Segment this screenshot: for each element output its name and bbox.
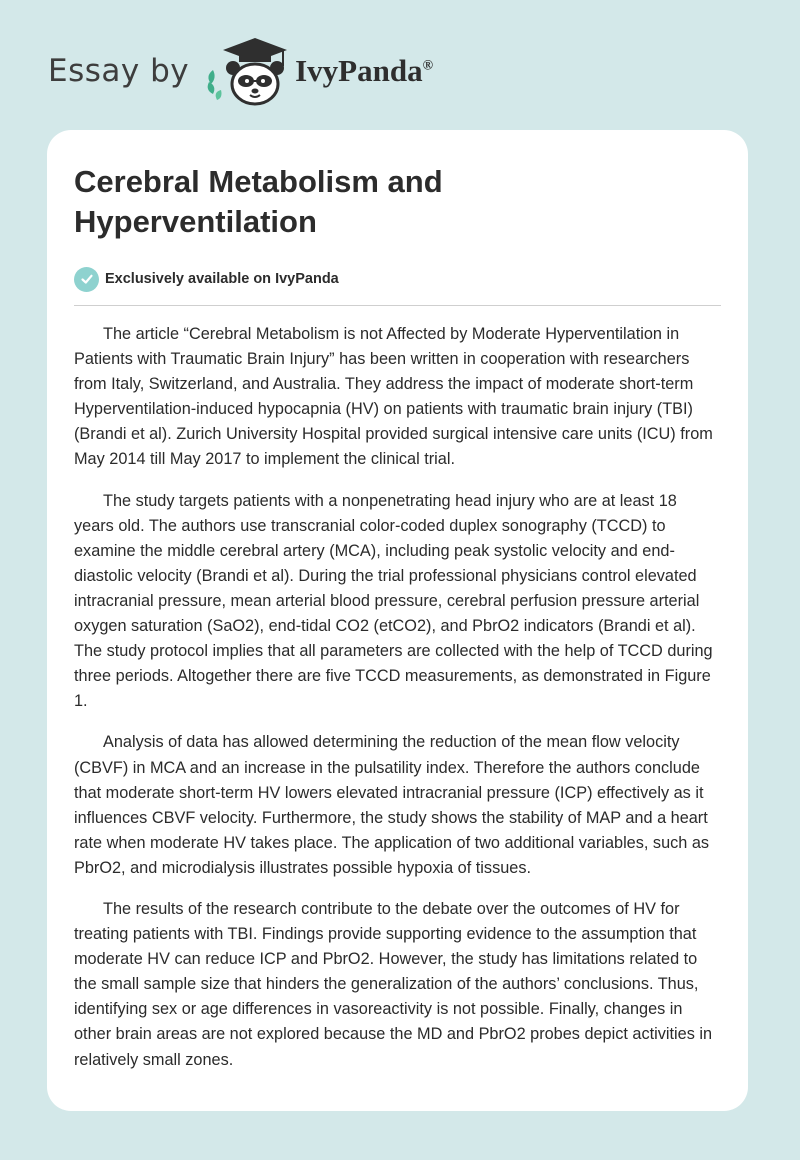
paragraph: The study targets patients with a nonpenetrating head injury who are at least 18 years old. The authors use transcranial color-coded duplex sonography (TCCD) to examine the middle cerebral artery (MCA), including peak systolic velocity and end-diastolic velocity (Brandi et al). During the trial professional physicians control elevated intracranial pressure, mean arterial blood pressure, cerebral perfusion pressure arterial oxygen saturation (SaO2), end-tidal CO2 (etCO2), and PbrO2 indicators (Brandi et al). The study protocol implies that all parameters are collected with the help of TCCD during three periods. Altogether there are five TCCD measurements, as demonstrated in Figure 1.: [74, 491, 713, 711]
divider: [74, 305, 721, 306]
page-title: Cerebral Metabolism and Hyperventilation: [74, 164, 443, 239]
paragraph: The article “Cerebral Metabolism is not Affected by Moderate Hyperventilation in Patients with Traumatic Brain Injury” has been written in cooperation with researchers from Italy, Switzerland, and Australia. They address the impact of moderate short-term Hyperventilation-induced hypocapnia (HV) on patients with traumatic brain injury (TBI) (Brandi et al). Zurich University Hospital provided surgical intensive care units (ICU) from May 2014 till May 2017 to implement the clinical trial.: [74, 325, 713, 469]
essay-body: [74, 322, 721, 1073]
panda-graduate-icon[interactable]: [203, 36, 291, 106]
paragraph: The results of the research contribute to the debate over the outcomes of HV for treating patients with TBI. Findings provide supporting evidence to the assumption that moderate HV can reduce ICP and PbrO2. However, the study has limitations related to the small sample size that hinders the generalization of the authors’ conclusions. Thus, identifying sex or age differences in vasoreactivity is not possible. Finally, changes in other brain areas are not explored because the MD and PbrO2 probes depict activities in relatively small zones.: [74, 899, 713, 1069]
site-header: [48, 36, 433, 106]
exclusive-label: Exclusively available on IvyPanda: [105, 271, 339, 287]
registered-mark: ®: [422, 58, 434, 74]
essay-by-label: Essay by: [48, 53, 190, 89]
brand-name[interactable]: IvyPanda®: [295, 53, 434, 88]
exclusive-badge: [74, 266, 721, 292]
essay-card: [47, 130, 748, 1111]
check-circle-icon: [74, 267, 99, 292]
paragraph: Analysis of data has allowed determining the reduction of the mean flow velocity (CBVF) in MCA and an increase in the pulsatility index. Therefore the authors conclude that moderate short-term HV lowers elevated intracranial pressure (ICP) effectively as it influences CBVF velocity. Furthermore, the study shows the stability of MAP and a heart rate when moderate HV takes place. The application of two additional variables, such as PbrO2, and microdialysis illustrates possible hypoxia of tissues.: [74, 733, 710, 877]
